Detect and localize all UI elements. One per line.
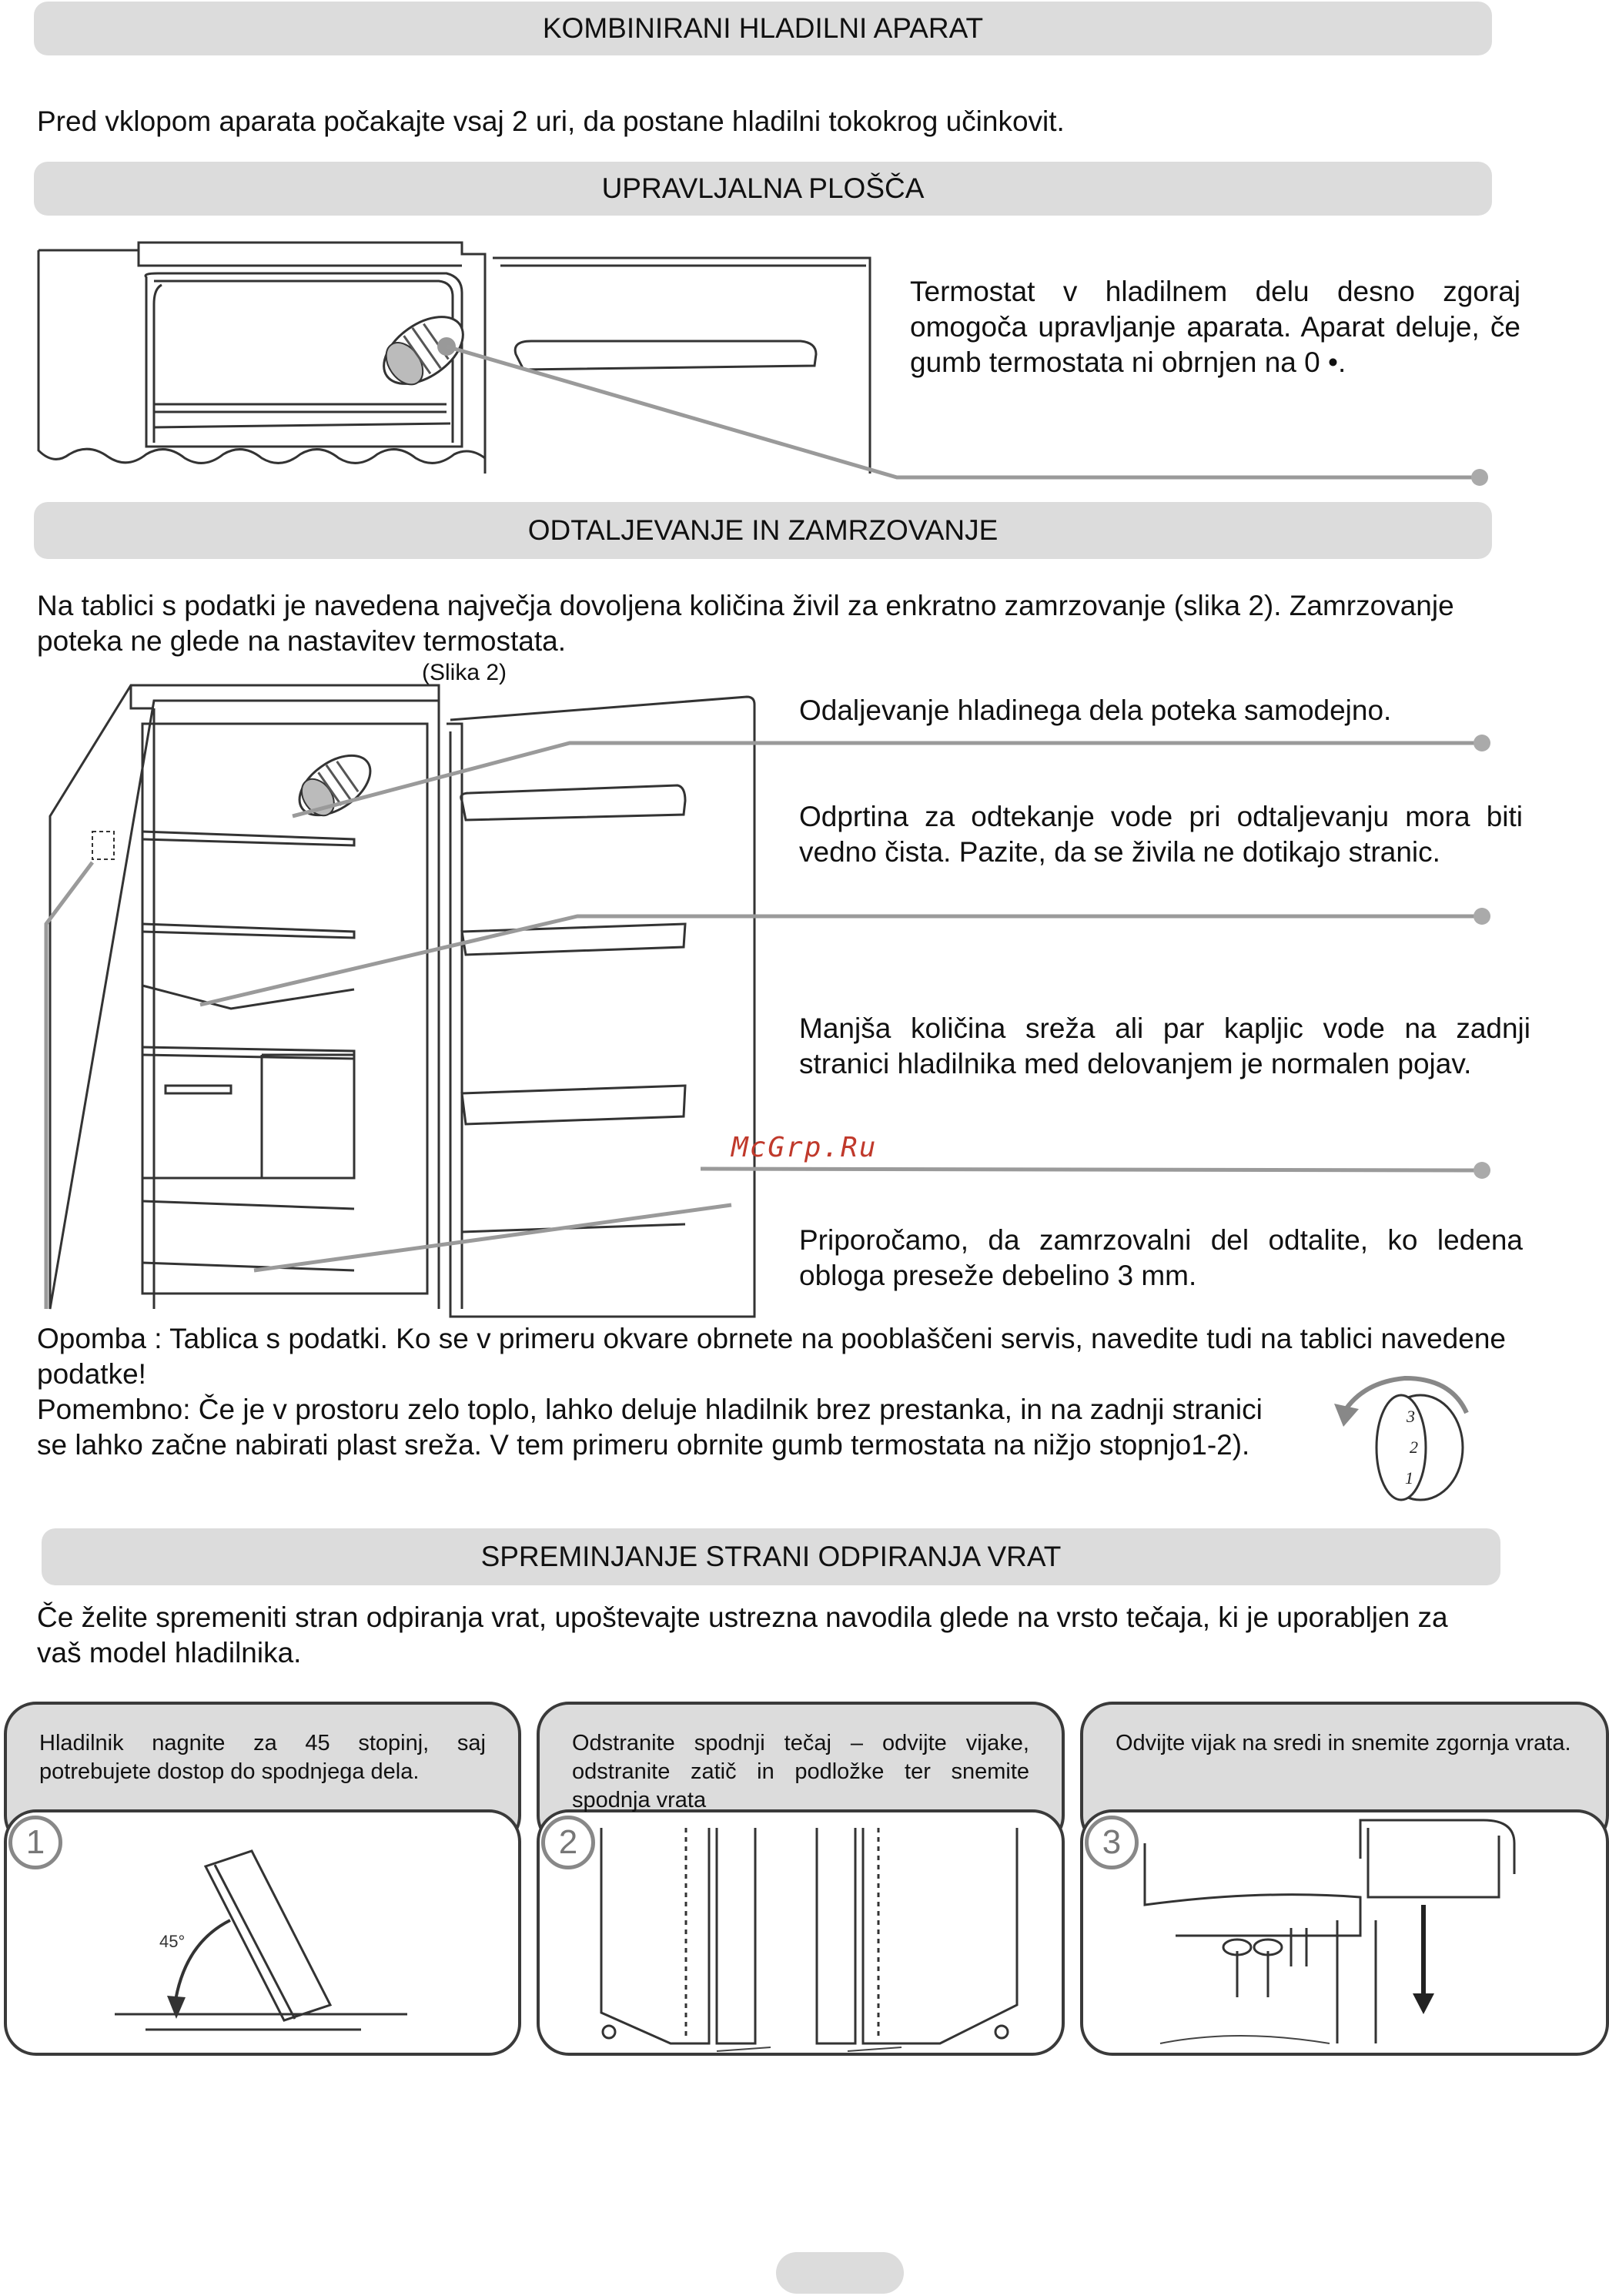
callout-frost-normal: Manjša količina sreža ali par kapljic vode na zadnji stranici hladilnika med delovanjem je normalen pojav. [799, 1012, 1530, 1079]
step-card-2 [537, 1702, 1065, 2056]
step-card-3 [1080, 1702, 1609, 2056]
step-3-text: Odvijte vijak na sredi in snemite zgornja vrata. [1116, 1731, 1571, 1755]
step-2-number: 2 [541, 1816, 595, 1869]
defrost-text: Na tablici s podatki je navedena največja dovoljena količina živil za enkratno zamrzovanje (slika 2). Zamrzovanje poteka ne glede na nastavitev termostata. [37, 590, 1454, 657]
page-title-bar [34, 2, 1492, 55]
angle-label: 45° [159, 1932, 186, 1951]
step-1-number: 1 [8, 1816, 62, 1869]
step-2-illustration [540, 1812, 1065, 2056]
step-2-image-panel [537, 1809, 1065, 2056]
dial-label-3: 3 [1407, 1407, 1415, 1426]
figure-caption: (Slika 2) [422, 660, 507, 685]
page-title: KOMBINIRANI HLADILNI APARAT [542, 12, 984, 44]
step-3-image-panel [1080, 1809, 1609, 2056]
step-3-number: 3 [1085, 1816, 1139, 1869]
step-3-illustration [1083, 1812, 1609, 2056]
control-panel-text: Termostat v hladilnem delu desno zgoraj omogoča upravljanje aparata. Aparat deluje, če gumb termostata ni obrnjen na 0 •. [910, 276, 1520, 378]
callout-drain-hole: Odprtina za odtekanje vode pri odtaljevanju mora biti vedno čista. Pazite, da se živila ne dotikajo stranic. [799, 801, 1523, 868]
dial-label-2: 2 [1410, 1438, 1418, 1457]
step-1-illustration [7, 1812, 521, 2056]
important-text: Pomembno: Če je v prostoru zelo toplo, lahko deluje hladilnik brez prestanka, in na zadnji stranici se lahko začne nabirati plast sreža. V tem primeru obrnite gumb termostata na nižjo stopnjo1-2). [37, 1394, 1263, 1461]
control-panel-heading-bar [34, 162, 1492, 216]
thermostat-dial-icon [1320, 1367, 1490, 1509]
step-2-text: Odstranite spodnji tečaj – odvijte vijake, odstranite zatič in podložke ter snemite spodnja vrata [572, 1731, 1029, 1812]
door-text: Če želite spremeniti stran odpiranja vrat, upoštevajte ustrezna navodila glede na vrsto tečaja, ki je uporabljen za vaš model hladilnika. [37, 1602, 1448, 1668]
door-heading-bar [42, 1528, 1500, 1585]
control-panel-heading: UPRAVLJALNA PLOŠČA [601, 172, 925, 204]
callout-auto-defrost: Odaljevanje hladinega dela poteka samodejno. [799, 694, 1392, 726]
step-1-text: Hladilnik nagnite za 45 stopinj, saj potrebujete dostop do spodnjega dela. [39, 1731, 486, 1784]
defrost-heading-bar [34, 502, 1492, 559]
watermark: McGrp.Ru [731, 1132, 878, 1163]
dial-label-1: 1 [1405, 1468, 1413, 1488]
step-card-1 [4, 1702, 521, 2056]
door-heading: SPREMINJANJE STRANI ODPIRANJA VRAT [480, 1541, 1062, 1572]
defrost-heading: ODTALJEVANJE IN ZAMRZOVANJE [527, 514, 999, 546]
page-number-pill [776, 2252, 904, 2294]
step-1-image-panel [4, 1809, 521, 2056]
intro-text: Pred vklopom aparata počakajte vsaj 2 uri, da postane hladilni tokokrog učinkovit. [37, 105, 1065, 137]
note-text: Opomba : Tablica s podatki. Ko se v primeru okvare obrnete na pooblaščeni servis, navedite tudi na tablici navedene podatke! [37, 1323, 1506, 1390]
callout-defrost-freezer: Priporočamo, da zamrzovalni del odtalite, ko ledena obloga preseže debelino 3 mm. [799, 1224, 1523, 1291]
